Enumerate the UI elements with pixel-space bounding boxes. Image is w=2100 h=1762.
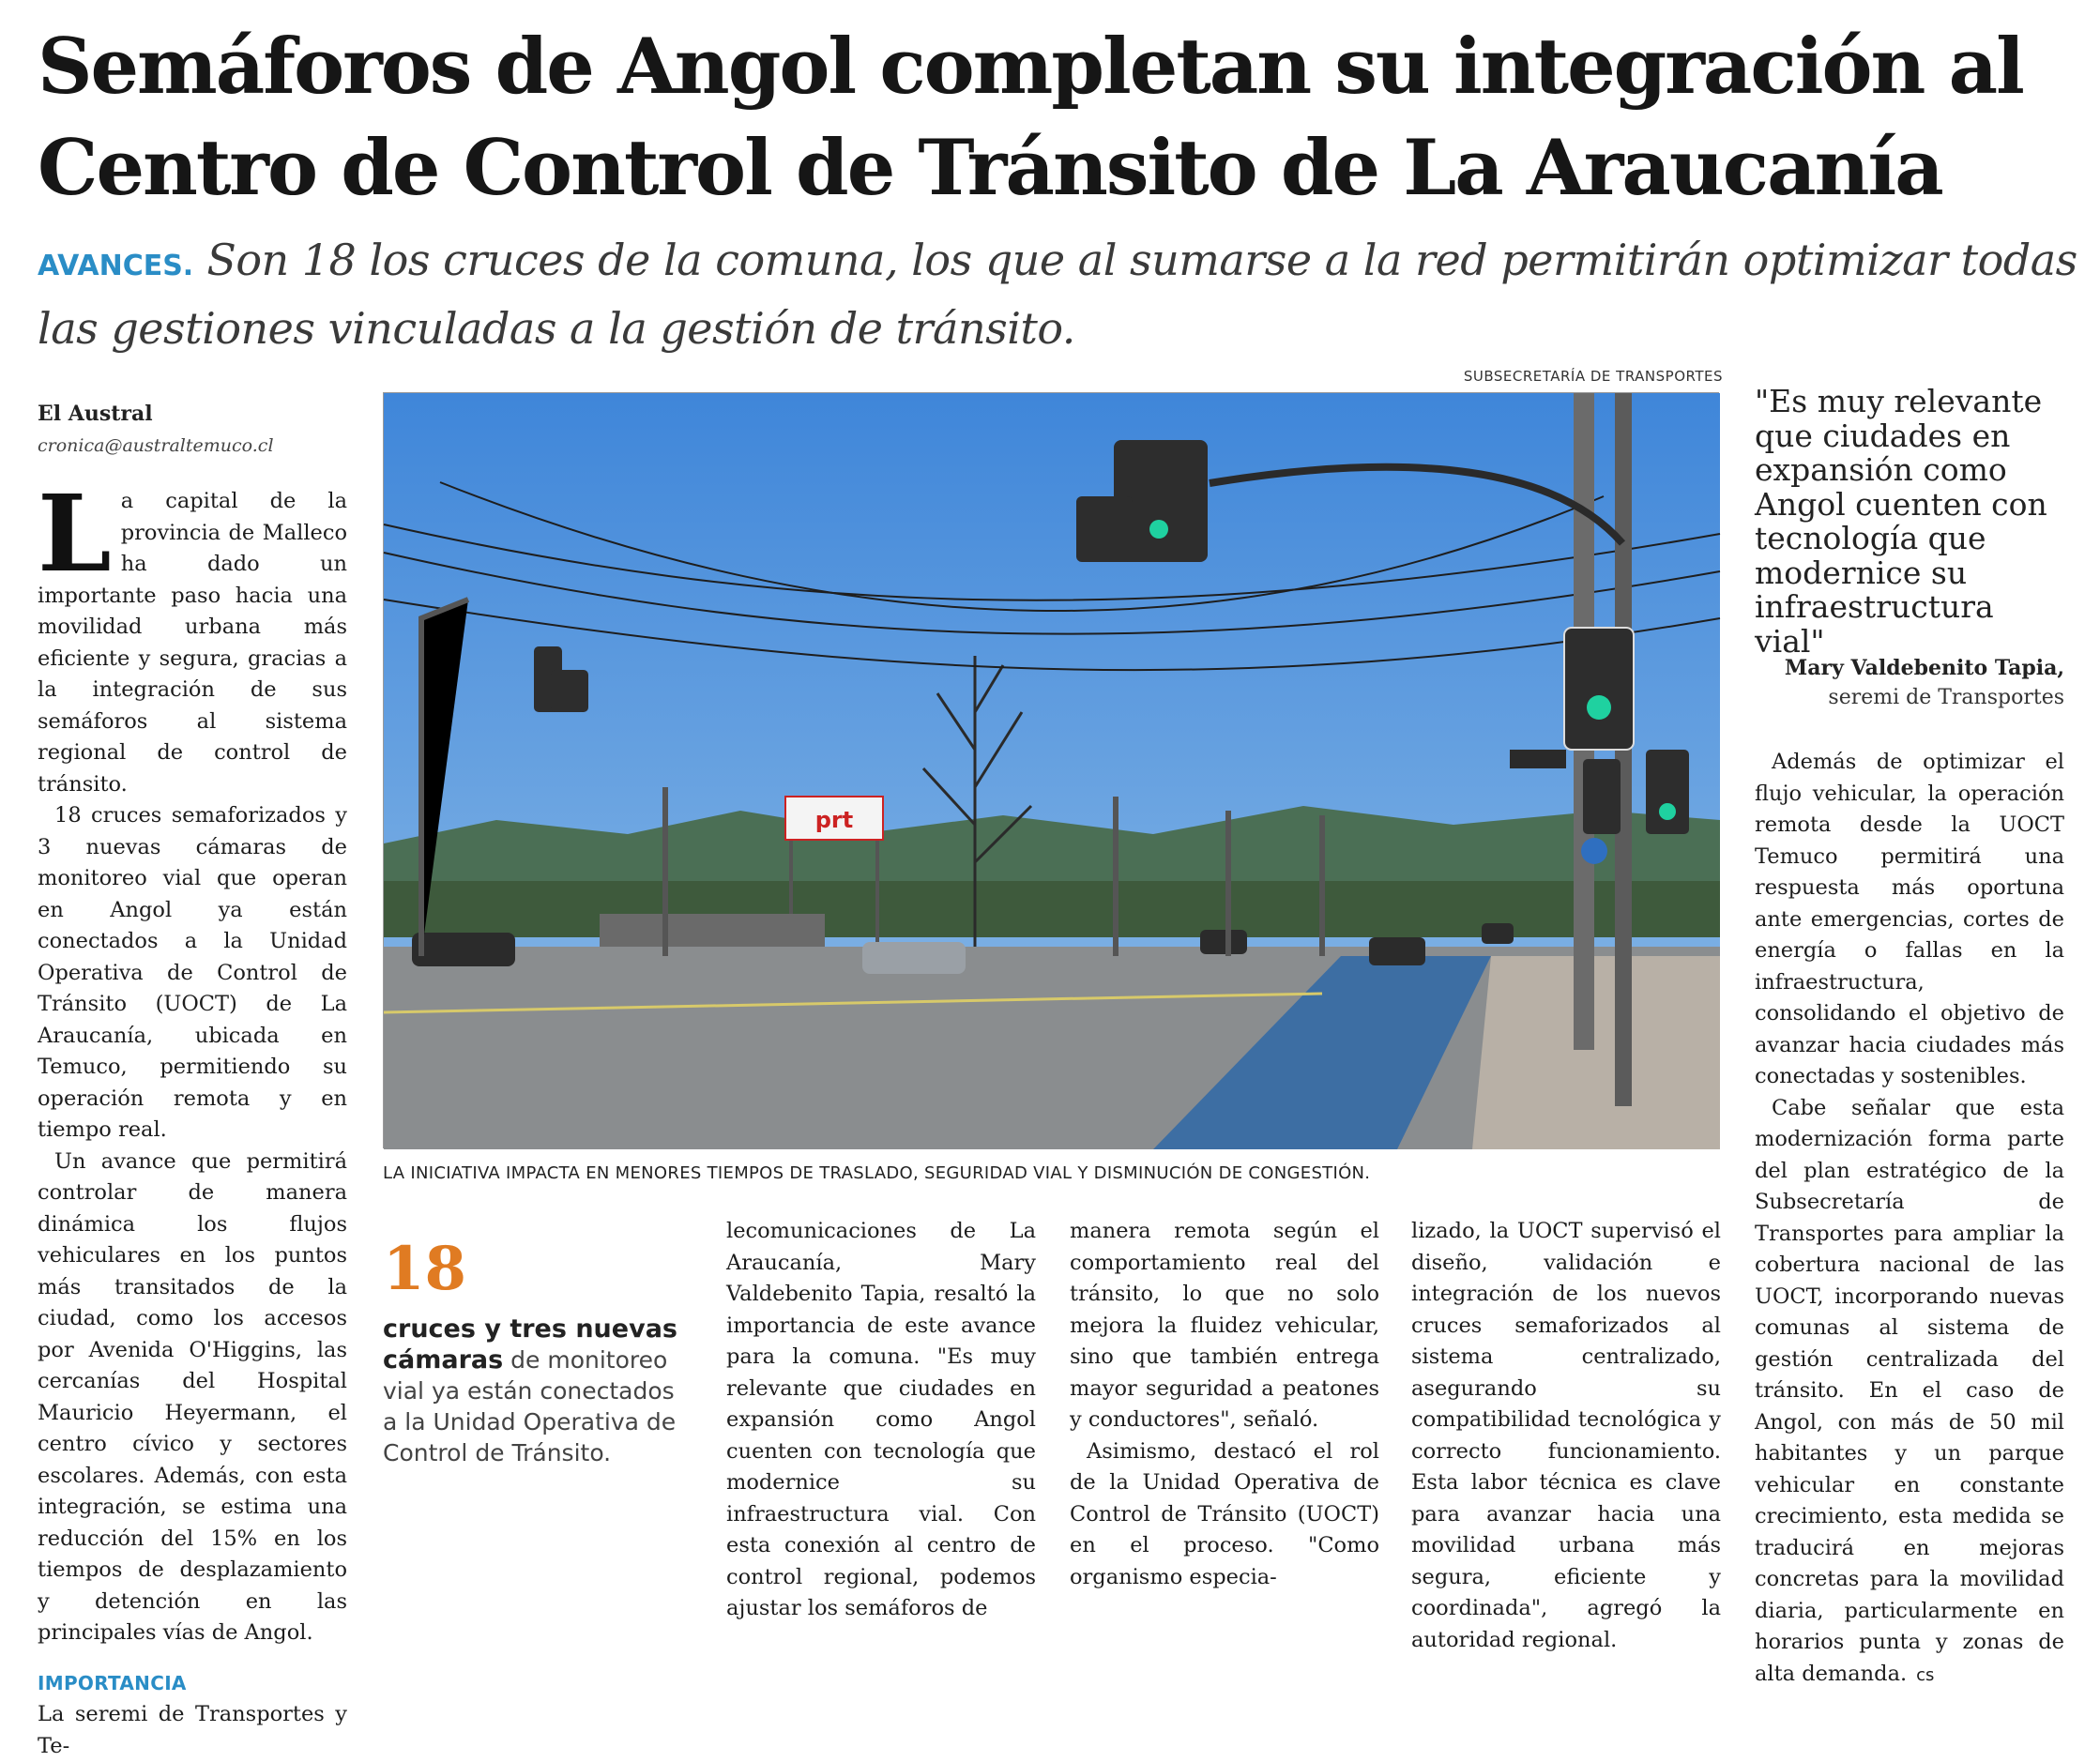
- building: [600, 914, 825, 951]
- byline-email: cronica@australtemuco.cl: [38, 435, 274, 456]
- headline: Semáforos de Angol completan su integración al Centro de Control de Tránsito de La Araucanía: [38, 23, 2023, 213]
- fact-text: cruces y tres nuevas cámaras de monitoreo vial ya están conectados a la Unidad Operativa de Control de Tránsito.: [383, 1314, 677, 1466]
- paragraph: Asimismo, destacó el rol de la Unidad Operativa de Control de Tránsito (UOCT) en el proceso. "Como organismo especia-: [1070, 1438, 1379, 1589]
- green-signal: [1149, 520, 1168, 539]
- column-1: [38, 473, 347, 1762]
- pull-quote-attribution: [1785, 653, 2064, 713]
- paragraph: 18 cruces semaforizados y 3 nuevas cámaras de monitoreo vial que operan en Angol ya están conectados a la Unidad Operativa de Control de Tránsito (UOCT) de La Araucanía, ubicada en Temuco, permitiendo su operación remota y en tiempo real.: [38, 803, 347, 1142]
- sidewalk: [1472, 956, 1720, 1149]
- fact-bold: cruces y tres nuevas cámaras: [383, 1314, 677, 1375]
- paragraph: La seremi de Transportes y Te-: [38, 1702, 347, 1758]
- byline: [38, 402, 347, 456]
- paragraph: Cabe señalar que esta modernización forma parte del plan estratégico de la Subsecretaría de Transportes para ampliar la cobertura nacional de las UOCT, incorporando nuevas comunas al sistema de gestión centralizada del tránsito. En el caso de Angol, con más de 50 mil habitantes y un parque vehicular en constante crecimiento, esta medida se traducirá en mejoras concretas para la movilidad diaria, particularmente en horarios punta y zonas de alta demanda. cs: [1755, 1095, 2064, 1686]
- fact-number: 18: [383, 1234, 467, 1304]
- byline-author: El Austral: [38, 402, 153, 426]
- article-photo: [383, 392, 1719, 1148]
- end-mark-icon: cs: [1916, 1664, 1935, 1685]
- fact-box: [383, 1234, 689, 1468]
- deck-text: Son 18 los cruces de la comuna, los que al sumarse a la red permitirán optimizar todas las gestiones vinculadas a la gestión de tránsito.: [38, 235, 2077, 354]
- column-6: [1755, 747, 2064, 1691]
- photo-credit: SUBSECRETARÍA DE TRANSPORTES: [1463, 368, 1723, 385]
- deck: [38, 229, 2083, 359]
- column-3: [726, 1216, 1036, 1625]
- quote-role: seremi de Transportes: [1828, 686, 2064, 709]
- subhead-importancia: IMPORTANCIA: [38, 1671, 187, 1694]
- column-5: [1411, 1216, 1721, 1656]
- green-signal: [1587, 695, 1611, 720]
- paragraph: manera remota según el comportamiento real del tránsito, lo que no solo mejora la fluidez vehicular, sino que también entrega mayor seguridad a peatones y conductores", señaló.: [1070, 1219, 1379, 1432]
- bike-signal: [1659, 803, 1676, 820]
- pull-quote: "Es muy relevante que ciudades en expansión como Angol cuenten con tecnología que modernice su infraestructura vial": [1755, 383, 2047, 660]
- deck-kicker: AVANCES.: [38, 250, 194, 282]
- photo-caption: LA INICIATIVA IMPACTA EN MENORES TIEMPOS DE TRASLADO, SEGURIDAD VIAL Y DISMINUCIÓN DE CONGESTIÓN.: [383, 1163, 1371, 1183]
- street-scene-illustration: [384, 393, 1720, 1149]
- bike-lane-sign: [1581, 838, 1607, 864]
- paragraph: Un avance que permitirá controlar de manera dinámica los flujos vehiculares en los puntos más transitados de la ciudad, como los accesos por Avenida O'Higgins, las cercanías del Hospital Mauricio Heyermann, el centro cívico y sectores escolares. Además, con esta integración, se estima una reducción del 15% en los tiempos de desplazamiento y detención en las principales vías de Angol.: [38, 1148, 347, 1645]
- paragraph: lecomunicaciones de La Araucanía, Mary Valdebenito Tapia, resaltó la importancia de este avance para la comuna. "Es muy relevante que ciudades en expansión como Angol cuenten con tecnología que modernice su infraestructura vial. Con esta conexión al centro de control regional, podemos ajustar los semáforos de: [726, 1219, 1036, 1620]
- tree-line: [384, 881, 1720, 937]
- dropcap: L: [38, 473, 112, 596]
- prt-sign-label: prt: [814, 807, 854, 833]
- lead-paragraph: La capital de la provincia de Malleco ha dado un importante paso hacia una movilidad urbana más eficiente y segura, gracias a la integración de sus semáforos al sistema regional de control de tránsito.: [38, 473, 347, 797]
- column-4: [1070, 1216, 1379, 1593]
- paragraph: lizado, la UOCT supervisó el diseño, validación e integración de los nuevos cruces semaforizados al sistema centralizado, asegurando su compatibilidad tecnológica y correcto funcionamiento. Esta labor técnica es clave para avanzar hacia una movilidad urbana más segura, eficiente y coordinada", agregó la autoridad regional.: [1411, 1219, 1721, 1652]
- paragraph: Además de optimizar el flujo vehicular, la operación remota desde la UOCT Temuco permitirá una respuesta más oportuna ante emergencias, cortes de energía o fallas en la infraestructura, consolidando el objetivo de avanzar hacia ciudades más conectadas y sostenibles.: [1755, 750, 2064, 1088]
- quote-author: Mary Valdebenito Tapia,: [1784, 656, 2064, 680]
